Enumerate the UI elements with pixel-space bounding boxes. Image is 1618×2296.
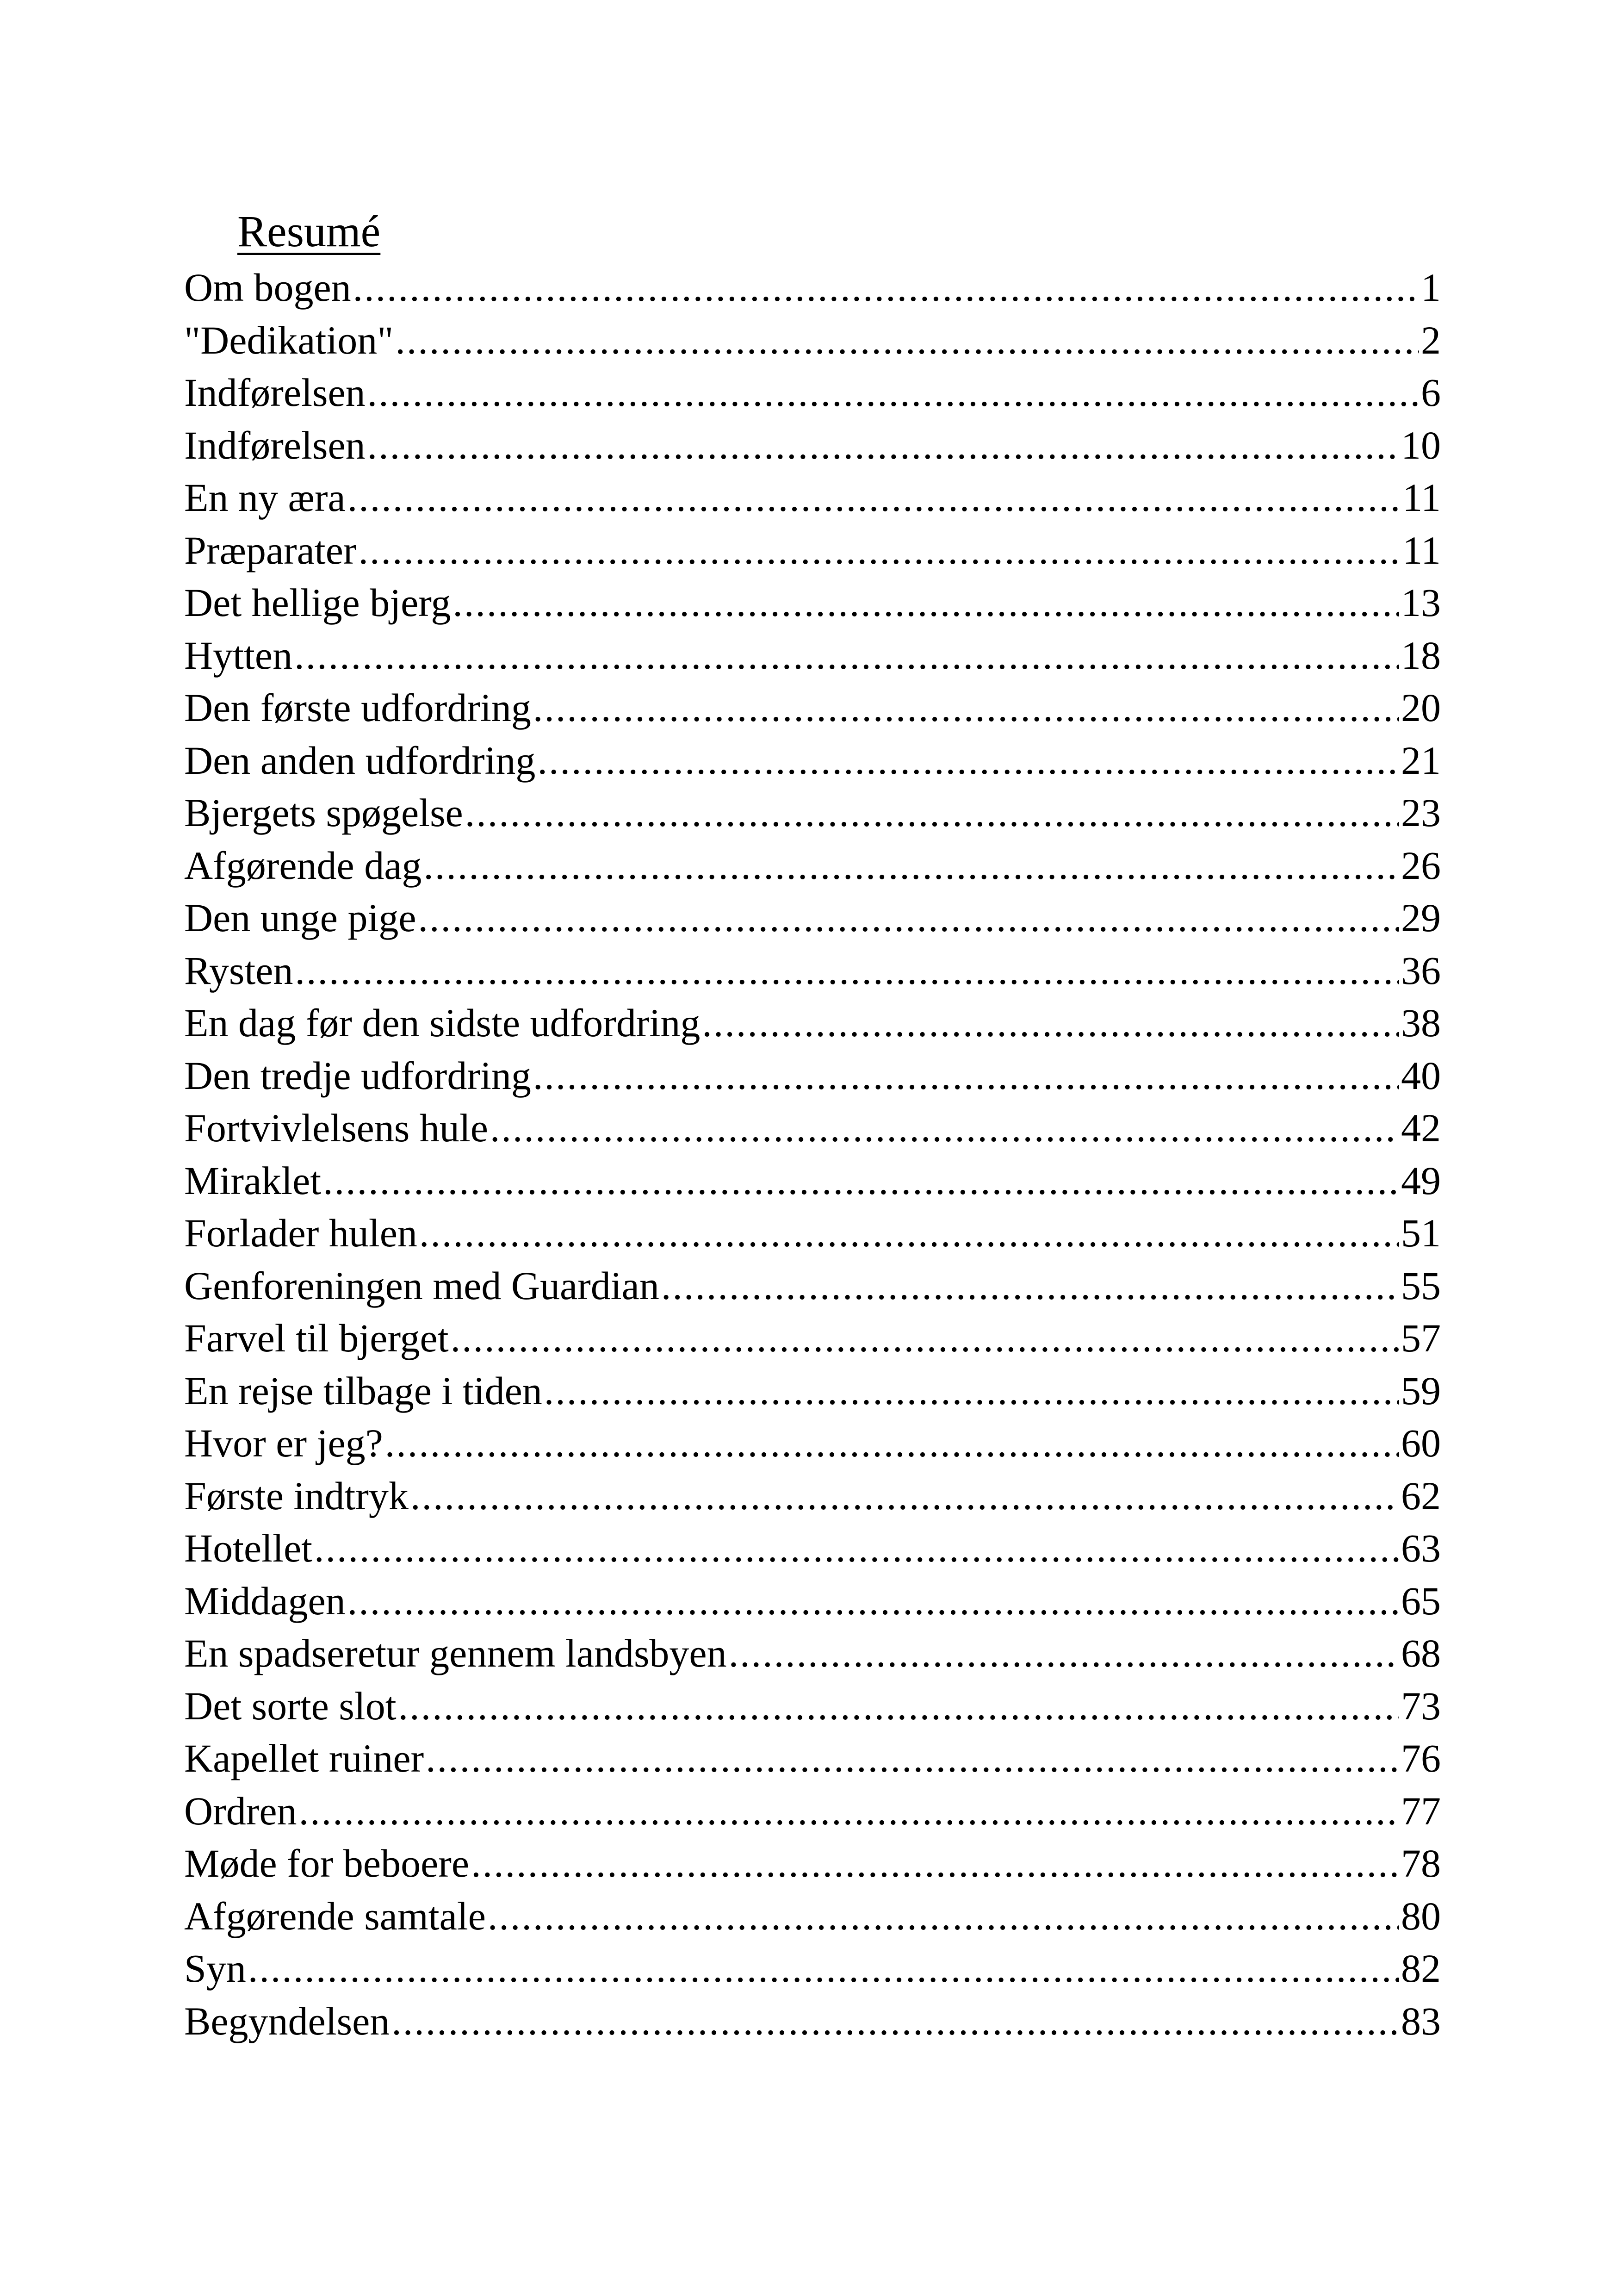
toc-entry[interactable] (184, 1260, 1441, 1313)
toc-entry-label: Farvel til bjerget (184, 1316, 449, 1360)
toc-entry[interactable] (184, 1155, 1441, 1207)
toc-entry-label: En rejse tilbage i tiden (184, 1368, 542, 1413)
toc-dot-leader (702, 997, 1399, 1050)
toc-dot-leader (544, 1365, 1399, 1418)
toc-entry[interactable] (184, 1627, 1441, 1680)
toc-entry-page-number: 11 (1402, 528, 1441, 572)
toc-entry-label: Den første udfordring (184, 685, 531, 730)
toc-entry-page-number: 23 (1401, 790, 1441, 835)
toc-dot-leader (533, 1050, 1399, 1102)
toc-entry-page-number: 20 (1401, 685, 1441, 730)
toc-entry[interactable] (184, 1575, 1441, 1628)
toc-entry-label: En ny æra (184, 475, 346, 520)
toc-entry[interactable] (184, 892, 1441, 945)
toc-entry-page-number: 73 (1401, 1683, 1441, 1728)
toc-entry-label: Kapellet ruiner (184, 1736, 424, 1780)
toc-entry[interactable] (184, 524, 1441, 577)
toc-entry-label: Det sorte slot (184, 1683, 397, 1728)
toc-entry-label: Bjergets spøgelse (184, 790, 463, 835)
toc-dot-leader (294, 629, 1399, 682)
toc-title: Resumé (237, 206, 381, 256)
toc-dot-leader (451, 1312, 1399, 1365)
toc-entry-label: En spadseretur gennem landsbyen (184, 1631, 727, 1675)
toc-entry-page-number: 76 (1401, 1736, 1441, 1780)
toc-entry[interactable] (184, 419, 1441, 472)
toc-entry[interactable] (184, 1207, 1441, 1260)
toc-entry-page-number: 42 (1401, 1106, 1441, 1150)
toc-entry-page-number: 11 (1402, 475, 1441, 520)
toc-entry-label: Afgørende dag (184, 843, 422, 888)
toc-entry-label: Den anden udfordring (184, 738, 536, 783)
toc-entry-label: Ordren (184, 1788, 297, 1833)
toc-dot-leader (533, 682, 1399, 734)
toc-entry-page-number: 2 (1421, 317, 1441, 362)
toc-dot-leader (323, 1155, 1399, 1207)
toc-entry-page-number: 55 (1401, 1263, 1441, 1308)
toc-dot-leader (299, 1785, 1399, 1838)
toc-entry-label: Indførelsen (184, 423, 366, 467)
toc-entry-label: Første indtryk (184, 1473, 409, 1518)
toc-dot-leader (729, 1627, 1399, 1680)
toc-entry[interactable] (184, 1680, 1441, 1733)
toc-entry-page-number: 77 (1401, 1788, 1441, 1833)
toc-dot-leader (471, 1837, 1399, 1890)
toc-entry-label: Middagen (184, 1578, 346, 1623)
toc-entry-page-number: 60 (1401, 1421, 1441, 1465)
toc-dot-leader (347, 1575, 1399, 1628)
toc-entry-label: Genforeningen med Guardian (184, 1263, 659, 1308)
toc-entry[interactable] (184, 682, 1441, 734)
toc-entry-page-number: 36 (1401, 948, 1441, 993)
toc-entry[interactable] (184, 1312, 1441, 1365)
toc-entry-label: Indførelsen (184, 370, 366, 415)
toc-entry-page-number: 13 (1401, 580, 1441, 625)
toc-dot-leader (367, 367, 1419, 419)
toc-entry[interactable] (184, 1102, 1441, 1155)
toc-dot-leader (314, 1522, 1399, 1575)
toc-dot-leader (490, 1102, 1399, 1155)
toc-entry-label: Begyndelsen (184, 1998, 390, 2043)
toc-entry[interactable] (184, 1995, 1441, 2048)
toc-entry-page-number: 78 (1401, 1841, 1441, 1885)
toc-dot-leader (419, 1207, 1399, 1260)
toc-entry[interactable] (184, 367, 1441, 419)
toc-dot-leader (423, 840, 1399, 892)
toc-entry-page-number: 1 (1421, 265, 1441, 310)
toc-dot-leader (347, 472, 1401, 524)
table-of-contents (184, 261, 1441, 2047)
toc-entry[interactable] (184, 787, 1441, 840)
toc-entry-page-number: 29 (1401, 896, 1441, 940)
toc-entry[interactable] (184, 1837, 1441, 1890)
toc-entry[interactable] (184, 840, 1441, 892)
toc-dot-leader (488, 1890, 1399, 1943)
toc-entry[interactable] (184, 1050, 1441, 1102)
toc-entry-label: Møde for beboere (184, 1841, 470, 1885)
toc-dot-leader (661, 1260, 1399, 1313)
toc-dot-leader (395, 314, 1419, 367)
toc-entry-page-number: 40 (1401, 1053, 1441, 1098)
toc-entry-label: Det hellige bjerg (184, 580, 451, 625)
toc-entry[interactable] (184, 577, 1441, 629)
toc-entry-page-number: 6 (1421, 370, 1441, 415)
toc-entry-label: Hotellet (184, 1526, 313, 1570)
toc-entry-page-number: 49 (1401, 1158, 1441, 1203)
toc-entry-label: Præparater (184, 528, 357, 572)
toc-entry-page-number: 83 (1401, 1998, 1441, 2043)
toc-entry-label: Syn (184, 1946, 246, 1991)
toc-dot-leader (248, 1942, 1399, 1995)
toc-entry-label: Fortvivlelsens hule (184, 1106, 488, 1150)
toc-entry-label: Hytten (184, 633, 293, 678)
toc-entry[interactable] (184, 1890, 1441, 1943)
toc-dot-leader (426, 1732, 1399, 1785)
toc-dot-leader (465, 787, 1399, 840)
toc-dot-leader (295, 945, 1399, 997)
toc-dot-leader (453, 577, 1399, 629)
toc-dot-leader (418, 892, 1399, 945)
toc-dot-leader (398, 1680, 1399, 1733)
toc-entry-label: Forlader hulen (184, 1211, 417, 1255)
toc-entry[interactable] (184, 261, 1441, 314)
toc-entry[interactable] (184, 1470, 1441, 1523)
toc-entry-page-number: 18 (1401, 633, 1441, 678)
toc-entry-page-number: 80 (1401, 1893, 1441, 1938)
toc-entry-page-number: 38 (1401, 1001, 1441, 1045)
toc-entry-label: Rysten (184, 948, 293, 993)
toc-entry-page-number: 21 (1401, 738, 1441, 783)
toc-entry-label: Hvor er jeg? (184, 1421, 383, 1465)
toc-entry[interactable] (184, 472, 1441, 524)
toc-dot-leader (359, 524, 1401, 577)
toc-entry[interactable] (184, 1732, 1441, 1785)
toc-entry[interactable] (184, 1522, 1441, 1575)
toc-entry-label: Miraklet (184, 1158, 322, 1203)
toc-entry-page-number: 57 (1401, 1316, 1441, 1360)
toc-entry-page-number: 51 (1401, 1211, 1441, 1255)
toc-entry-label: Afgørende samtale (184, 1893, 486, 1938)
toc-entry[interactable] (184, 314, 1441, 367)
toc-entry-label: En dag før den sidste udfordring (184, 1001, 701, 1045)
toc-entry[interactable] (184, 945, 1441, 997)
toc-entry-page-number: 82 (1401, 1946, 1441, 1991)
toc-entry[interactable] (184, 629, 1441, 682)
toc-dot-leader (353, 261, 1419, 314)
toc-entry[interactable] (184, 1785, 1441, 1838)
toc-entry[interactable] (184, 1365, 1441, 1418)
toc-dot-leader (537, 734, 1399, 787)
toc-entry-label: Den tredje udfordring (184, 1053, 531, 1098)
toc-entry-label: "Dedikation" (184, 317, 394, 362)
toc-dot-leader (385, 1417, 1399, 1470)
toc-entry-label: Den unge pige (184, 896, 416, 940)
toc-entry[interactable] (184, 1942, 1441, 1995)
toc-entry-page-number: 26 (1401, 843, 1441, 888)
toc-entry-page-number: 62 (1401, 1473, 1441, 1518)
toc-dot-leader (367, 419, 1399, 472)
toc-entry-page-number: 68 (1401, 1631, 1441, 1675)
toc-entry-page-number: 65 (1401, 1578, 1441, 1623)
toc-entry[interactable] (184, 997, 1441, 1050)
toc-entry-page-number: 10 (1401, 423, 1441, 467)
toc-dot-leader (410, 1470, 1399, 1523)
toc-entry-page-number: 63 (1401, 1526, 1441, 1570)
toc-dot-leader (391, 1995, 1399, 2048)
toc-entry-label: Om bogen (184, 265, 351, 310)
toc-entry[interactable] (184, 1417, 1441, 1470)
toc-entry[interactable] (184, 734, 1441, 787)
toc-entry-page-number: 59 (1401, 1368, 1441, 1413)
